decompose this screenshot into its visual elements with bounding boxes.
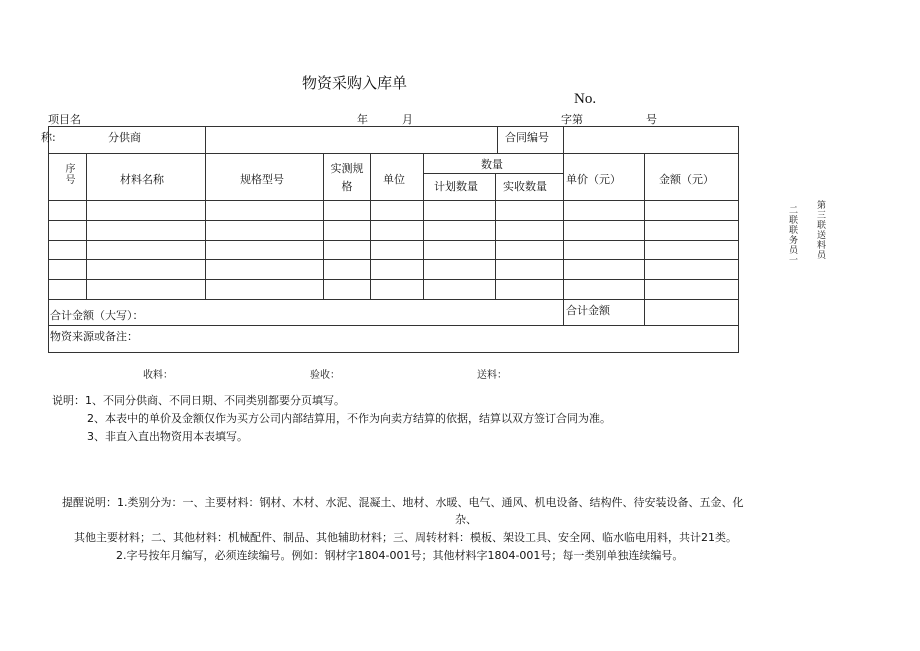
source-remark-label: 物资来源或备注： [50,330,138,343]
year-label: 年 [357,113,368,126]
col-seq-header: 序号 [63,163,74,185]
reminder-line-1: 提醒说明：1.类别分为：一、主要材料：钢材、木材、水泥、混凝土、地材、水暖、电气、通风、机电设备、结构件、待安装设备、五金、化 [62,496,744,509]
note-line-3: 3、非直入直出物资用本表填写。 [87,430,248,443]
col-spec-header: 规格型号 [240,173,284,186]
reminder-line-1b: 杂、 [455,513,477,526]
inspector-label: 验收： [310,370,340,381]
col-material-name-header: 材料名称 [120,173,164,186]
project-name-label-2: 称: [41,131,56,144]
project-name-label: 项目名 [48,113,81,126]
reminder-line-3: 2.字号按年月编写，必须连续编号。例如：钢材字1804-001号；其他材料字1804-001号；每一类别单独连续编号。 [116,549,684,562]
total-amount-upper-label: 合计金额（大写）： [50,309,144,322]
col-received-qty-header: 实收数量 [503,180,547,193]
total-amount-label: 合计金额 [566,304,610,317]
side-text-col2: 二联联务员一 [787,205,797,265]
note-line-1: 说明：1、不同分供商、不同日期、不同类别都要分页填写。 [52,394,345,407]
number-label: No. [574,91,597,107]
col-unit-price-header: 单价（元） [566,173,621,186]
month-label: 月 [402,113,413,126]
note-line-2: 2、本表中的单价及金额仅作为买方公司内部结算用，不作为向卖方结算的依据，结算以双方签订合同为准。 [87,412,611,425]
page-title: 物资采购入库单 [302,74,408,92]
reminder-line-2: 其他主要材料；二、其他材料：机械配件、制品、其他辅助材料；三、周转材料：模板、架设工具、安全网、临水临电用料，共计21类。 [74,531,737,544]
col-quantity-header: 数量 [481,158,503,171]
supplier-label: 分供商 [108,131,141,144]
col-measured-spec-header: 实测规格 [330,162,364,193]
col-planned-qty-header: 计划数量 [434,180,478,193]
receiver-label: 收料： [143,370,173,381]
contract-no-label: 合同编号 [505,131,549,144]
col-unit-header: 单位 [383,173,405,186]
side-text-col1: 第三联送料员 [815,200,825,260]
deliverer-label: 送料： [477,370,507,381]
col-amount-header: 金额（元） [659,173,714,186]
hao-label: 号 [646,113,657,126]
zi-di-label: 字第 [561,113,583,126]
